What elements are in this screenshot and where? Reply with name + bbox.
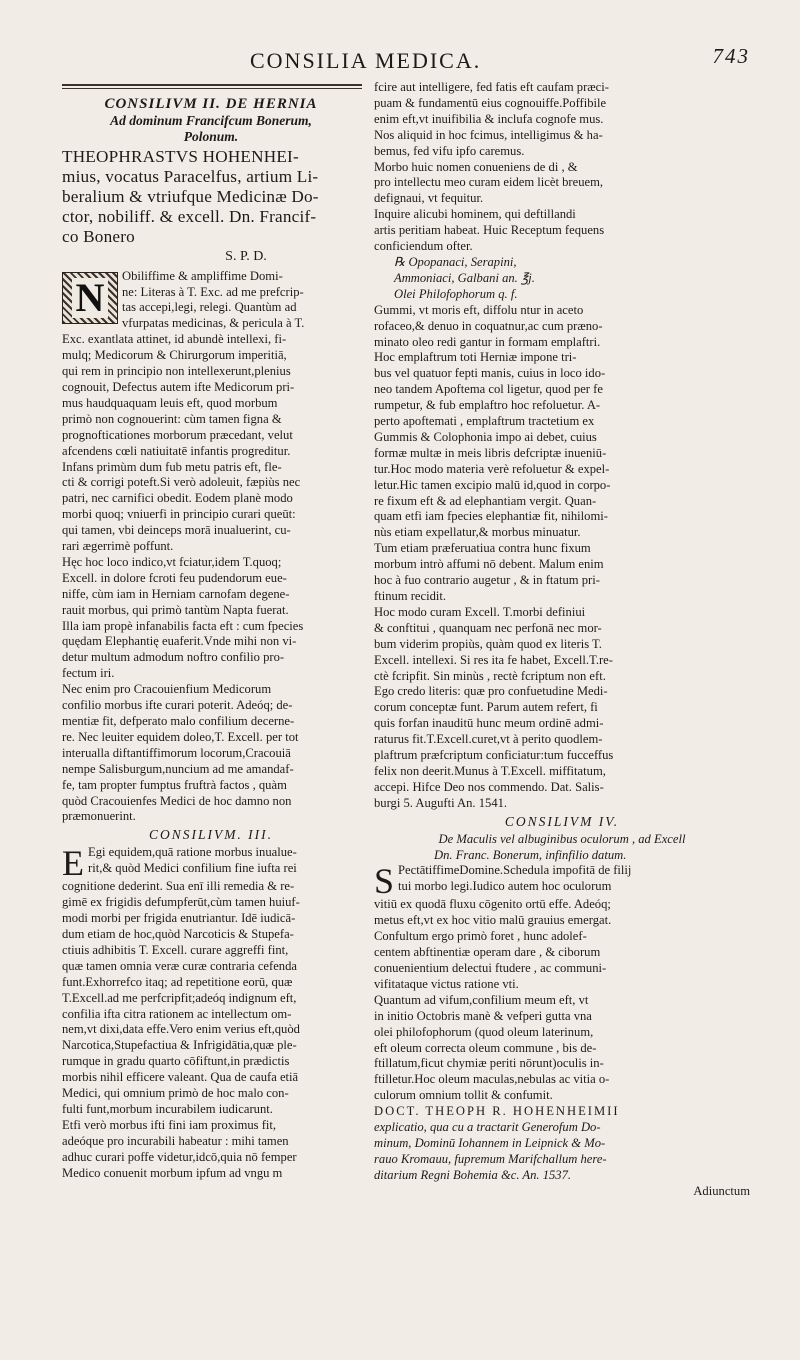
- text-line: letur.Hic tamen excipio malū id,quod in corpo-: [374, 477, 611, 492]
- text-line: puam & fundamentū eius cognouiffe.Poffibile: [374, 95, 607, 110]
- text-line: fectum iri.: [62, 666, 115, 681]
- text-line: ftinum recidit.: [374, 589, 447, 603]
- text-line: confilio morbus ifte curari poterit. Adeóq; de-: [62, 698, 293, 713]
- text-line: ditarium Regni Bohemia &c. An. 1537.: [374, 1167, 572, 1182]
- consilium-iii-heading: CONSILIVM. III.: [148, 827, 274, 843]
- text-line: olei philofophorum (quod oleum laterinum,: [374, 1024, 594, 1039]
- text-line: Hoc modo curam Excell. T.morbi definiui: [374, 604, 586, 619]
- text-line: niffe, cùm iam in Herniam carnofam degene-: [62, 586, 290, 601]
- consilium-iii-body: [62, 879, 360, 1181]
- text-line: Medici, qui omnium primò de hoc malo con-: [62, 1086, 289, 1101]
- initial-letter: S: [374, 861, 395, 902]
- consilium-iii-opening: [62, 843, 360, 884]
- text-line: Gummi, vt moris eft, diffolu ntur in aceto: [374, 302, 584, 317]
- text-line: rumque in gradu quarto cōfiftunt,in prædictis: [62, 1054, 290, 1069]
- author-line: ctor, nobiliff. & excell. Dn. Francif-: [62, 206, 317, 226]
- text-line: fulti funt,morbum incurabilem iudicarunt.: [62, 1101, 273, 1116]
- text-line: quis forfan inauditū hunc meum ordinē admi-: [374, 716, 604, 731]
- text-line: minum, Dominū Iohannem in Leipnick & Mo-: [374, 1136, 606, 1150]
- text-line: adeóque pro incurabili habeatur : mihi tamen: [62, 1133, 289, 1148]
- salutation: S. P. D.: [225, 248, 267, 264]
- text-line: qui tamen, vbi deinceps morā inualuerint, cu-: [62, 523, 291, 538]
- text-line: quędam Elephantię euaferit.Vnde mihi non vi-: [62, 634, 297, 649]
- text-line: fe, tam propter fumptus fruftrà factos , quàm: [62, 777, 287, 792]
- text-line: prognofticationes morborum præcedant, velut: [62, 427, 293, 442]
- text-line: enim eft,vt inuifibilia & inclufa cognofe mus.: [374, 111, 604, 126]
- text-line: nem,vt dixi,data effe.Vero enim verius eft,quòd: [62, 1022, 300, 1037]
- text-line: bemus, fed vifu ipfo caremus.: [374, 143, 525, 158]
- decorated-initial: [62, 272, 118, 324]
- text-line: PectātiffimeDomine.Schedula impofitā de filij: [398, 863, 632, 878]
- text-line: tas accepi,legi, relegi. Quantùm ad: [122, 300, 297, 315]
- text-line: cognouit, Defectus autem ifte Medicorum pri-: [62, 379, 295, 394]
- text-line: Egi equidem,quā ratione morbus inualue-: [88, 845, 297, 860]
- text-line: centem abftinentiæ operam dare , & ciborum: [374, 945, 601, 960]
- text-line: dum etiam de hoc,quòd Narcoticis & Stupefa-: [62, 926, 294, 941]
- addressee-line-2: Polonum.: [183, 128, 239, 144]
- text-line: pro intellectu meo curam eidem licèt breuem,: [374, 175, 604, 190]
- text-line: mulq; Medicorum & Chirurgorum imperitiā,: [62, 348, 287, 363]
- text-line: rari ægerrimè poffunt.: [62, 539, 174, 554]
- header-rule: [62, 84, 362, 89]
- text-line: Medico conuenit morbum ipfum ad vngu m: [62, 1165, 283, 1180]
- text-line: plaftrum præfcriptum conficiatur:tum fucceffus: [374, 748, 614, 763]
- text-line: defignaui, vt fequitur.: [374, 191, 484, 206]
- text-line: Excell. intellexi. Si res ita fe habet, Excell.T.re-: [374, 652, 613, 667]
- text-line: neo tandem Apoftema col ligetur, quod per fe: [374, 382, 603, 397]
- text-line: re. Nec leuiter equidem doleo,T. Excell. per tot: [62, 729, 299, 744]
- text-line: modi morbi per frigida enutriantur. Idē iudicā-: [62, 911, 296, 926]
- text-line: conficiendum ofter.: [374, 239, 473, 254]
- text-line: Nec enim pro Cracouienfium Medicorum: [62, 682, 272, 697]
- text-line: Etfi verò morbus ifti fini iam proximus fit,: [62, 1117, 277, 1132]
- text-line: funt.Exhorrefco itaq; ad repetitione eorū, quæ: [62, 974, 293, 989]
- text-line: Olei Philofophorum q. f.: [394, 286, 518, 301]
- text-line: Exc. exantlata attinet, id abundè intellexi, fi-: [62, 332, 287, 347]
- text-line: Confultum ergo primò foret , hunc adolef-: [374, 929, 587, 944]
- text-line: hoc à fuo contrario augetur , & in ftatum pri-: [374, 573, 600, 588]
- text-line: ℞ Opopanaci, Serapini,: [394, 254, 517, 269]
- consilium-iv-opening: [374, 861, 750, 902]
- left-column: [62, 80, 360, 1181]
- treatment-text: [374, 303, 750, 812]
- text-line: qui rem in principio non intellexerunt,plenius: [62, 364, 291, 379]
- text-line: ctiuis adhibitis T. Excell. curare aggreffi fint,: [62, 942, 289, 957]
- text-line: rumpetur, & fub emplaftro hoc refoluetur. A-: [374, 398, 601, 413]
- text-line: vifitataque victus ratione vti.: [374, 976, 519, 991]
- text-line: raturus fit.T.Excell.curet,vt à perito quodlem-: [374, 732, 603, 747]
- text-line: explicatio, qua cu a tractarit Generofum Do-: [374, 1120, 601, 1135]
- right-column: [374, 80, 750, 1200]
- text-line: corum conceptæ funt. Parum autem refert, fi: [374, 700, 598, 715]
- text-line: fcire aut intelligere, fed fatis eft caufam præci-: [374, 80, 609, 94]
- text-line: Morbo huic nomen conueniens de di , &: [374, 159, 578, 174]
- text-line: accepi. Hifce Deo nos commendo. Dat. Salis-: [374, 779, 604, 794]
- text-line: adhuc curari poffe videtur,idcō,quia nō femper: [62, 1149, 297, 1164]
- text-line: ftilletur.Hoc oleum maculas,nebulas ac vitia o-: [374, 1072, 610, 1087]
- letter-body: [62, 332, 360, 825]
- text-line: primò non cognouerint: cùm tamen figna &: [62, 411, 282, 426]
- text-line: minato oleo redi gantur in formam emplaftri.: [374, 334, 601, 349]
- text-line: Tum etiam præferuatiua contra hunc fixum: [374, 541, 591, 556]
- text-line: Hęc hoc loco indico,vt fciatur,idem T.quoq;: [62, 554, 282, 569]
- catchword: Adiunctum: [693, 1183, 750, 1198]
- text-line: Quantum ad vifum,confilium meum eft, vt: [374, 992, 589, 1007]
- text-line: afcendens cœli natiuitatē infantis progreditur.: [62, 443, 291, 458]
- text-line: tui morbo legi.Iudico autem hoc oculorum: [398, 879, 612, 894]
- text-line: Ammoniaci, Galbani an. ℥j.: [394, 270, 535, 285]
- text-line: nùs etiam expellatur,& morbus minuatur.: [374, 525, 581, 540]
- text-line: T.Excell.ad me perfcripfit;adeóq indignum eft,: [62, 990, 297, 1005]
- text-line: interualla diftantiffimorum locorum,Cracouiā: [62, 745, 291, 760]
- text-line: felix non deerit.Munus à T.Excell. miffitatum,: [374, 763, 606, 778]
- author-line: beralium & vtriufque Medicinæ Do-: [62, 186, 319, 206]
- text-line: ftillatum,ficut chymiæ periti nōrunt)oculis in-: [374, 1056, 604, 1071]
- text-line: vitiū ex quodā fluxu cōgenito ortū effe. Adeóq;: [374, 897, 611, 912]
- text-line: Infans primùm dum fub metu patris eft, fle-: [62, 459, 282, 474]
- text-line: mentiæ fit, defperato malo confilium decerne-: [62, 714, 295, 728]
- consilium-ii-heading: CONSILIVM II. DE HERNIA: [104, 96, 318, 112]
- text-line: burgi 5. Augufti An. 1541.: [374, 795, 508, 810]
- text-line: bum viderim propiùs, quàm quod ex literis T.: [374, 636, 602, 651]
- text-line: Gummis & Colophonia impo ai debet, cuius: [374, 429, 597, 444]
- consilium-iv-body: [374, 897, 750, 1104]
- author-line: THEOPHRASTVS HOHENHEI-: [62, 146, 299, 166]
- text-line: mus haudquaquam leuis eft, quod morbum: [62, 395, 278, 410]
- text-line: culorum omnium tollit & confumit.: [374, 1088, 553, 1103]
- text-line: præmonuerint.: [62, 809, 136, 824]
- author-line: mius, vocatus Paracelfus, artium Li-: [62, 166, 319, 186]
- text-line: formæ multæ in meis libris defcriptæ inueniū-: [374, 445, 607, 460]
- text-line: ctè fcripfit. Sin minùs , rectè fcriptum non eft.: [374, 668, 606, 683]
- text-line: conuenientium delectui ftudere , ac communi-: [374, 961, 607, 976]
- text-line: re fixum eft & ad elephantiam vergit. Quan-: [374, 493, 597, 508]
- text-line: & conftitui , quanquam nec perfonā nec mor-: [374, 620, 602, 635]
- author-block: [62, 147, 360, 247]
- text-line: confilia ifta citra rationem ac intellectum om-: [62, 1006, 292, 1021]
- letter-opening: [62, 269, 360, 333]
- text-line: eft oleum correcta oleum commune , bis de-: [374, 1040, 597, 1055]
- text-line: vfurpatas medicinas, & pericula à T.: [122, 316, 305, 331]
- text-line: quam etfi iam fpecies elephantiæ fit, nihilomi-: [374, 509, 608, 524]
- text-line: Hoc emplaftrum toti Herniæ impone tri-: [374, 350, 577, 365]
- text-line: tur.Hoc modo materia verè refoluetur & expel-: [374, 461, 610, 476]
- text-line: cti & corrigi poteft.Si verò adoleuit, fæpiùs nec: [62, 475, 301, 490]
- text-line: quæ tamen omnia veræ curæ contraria cefenda: [62, 958, 297, 973]
- doctrine-subtitle: [374, 1120, 750, 1184]
- author-line: co Bonero: [62, 226, 135, 246]
- consilium-iv-subtitle: Dn. Franc. Bonerum, infinfilio datum.: [434, 847, 627, 862]
- text-line: patri, nec carnifici obedit. Eodem planè modo: [62, 491, 293, 506]
- page-number: 743: [712, 44, 750, 68]
- text-line: morbum intrò affumi nō debent. Malum enim: [374, 557, 604, 572]
- text-line: Excell. in dolore fcroti feu pudendorum eue-: [62, 570, 287, 585]
- running-title: CONSILIA MEDICA.: [250, 48, 482, 73]
- text-line: detur multum admodum noftro confilio pro-: [62, 650, 285, 665]
- text-line: ne: Literas à T. Exc. ad me prefcrip-: [122, 284, 304, 299]
- continuation-text: [374, 80, 750, 255]
- text-line: rauit morbus, qui primò tantùm Napta fuerat.: [62, 602, 289, 617]
- addressee-line-1: Ad dominum Francifcum Bonerum,: [110, 112, 312, 128]
- text-line: rofaceo,& denuo in coquatnur,ac cum præno-: [374, 318, 603, 333]
- text-line: Obiliffime & ampliffime Domi-: [122, 268, 283, 283]
- text-line: morbis nihil efficere valeant. Qua de caufa etiā: [62, 1070, 299, 1085]
- initial-letter: E: [62, 843, 84, 884]
- text-line: Inquire alicubi hominem, qui deftillandi: [374, 207, 576, 222]
- consilium-iv-subtitle: De Maculis vel albuginibus oculorum , ad Excell: [438, 831, 686, 846]
- text-line: Ego credo literis: quæ pro confuetudine Medi-: [374, 684, 608, 699]
- text-line: bus vel quatuor fepti manis, cuius in loco ido-: [374, 366, 606, 381]
- text-line: gimē ex frigidis defumpferūt,cùm tamen huiuf-: [62, 895, 300, 910]
- text-line: artis peritiam habeat. Huic Receptum fequens: [374, 223, 605, 238]
- text-line: perto apoftemati , emplaftrum tractetium ex: [374, 414, 595, 429]
- text-line: in initio Octobris manè & vefperi gutta vna: [374, 1008, 592, 1023]
- text-line: Illa iam propè infanabilis facta eft : cum fpecies: [62, 618, 304, 633]
- text-line: quòd Cracouienfes Medici de hoc damno non: [62, 793, 292, 808]
- text-line: metus eft,vt ex hoc vitio malū grauius emergat.: [374, 913, 612, 928]
- running-head: [250, 44, 750, 82]
- text-line: cognitione dederint. Sua enī illi remedia & re-: [62, 879, 295, 894]
- text-line: Narcotica,Stupefactiua & Infrigidātia,quæ ple-: [62, 1038, 297, 1053]
- text-line: rit,& quòd Medici confilium fine iufta rei: [88, 861, 297, 876]
- text-line: rauo Kromauu, fupremum Marifchallum here-: [374, 1151, 607, 1166]
- consilium-iv-heading: CONSILIVM IV.: [504, 813, 620, 829]
- text-line: morbi quoq; vniuerfi in principio curari queūt:: [62, 507, 296, 522]
- doctrine-heading: DOCT. THEOPH R. HOHENHEIMII: [374, 1104, 620, 1119]
- initial-letter: N: [72, 278, 109, 318]
- prescription-block: [374, 255, 750, 303]
- text-line: nempe Salisburgum,nuncium ad me amandaf-: [62, 761, 294, 776]
- text-line: Nos aliquid in hoc fcimus, intelligimus & ha-: [374, 127, 603, 142]
